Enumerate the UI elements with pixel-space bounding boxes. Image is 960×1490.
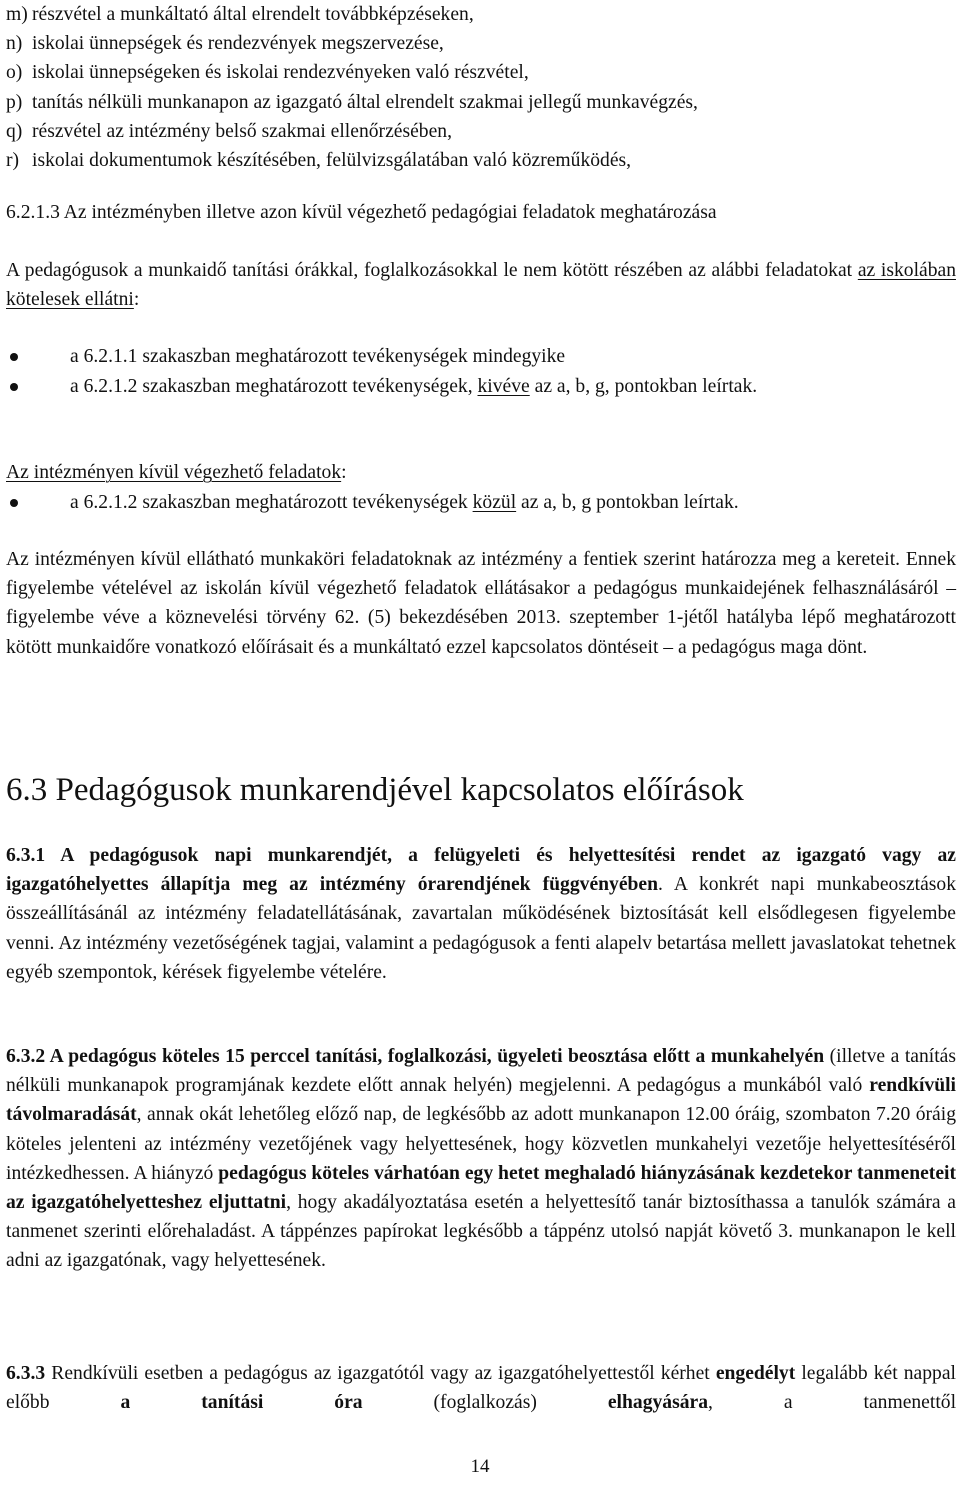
page-number: 14 [470,1456,490,1477]
list-marker: n) [6,33,23,55]
list-marker: o) [6,62,23,84]
outside-heading-underlined: Az intézményen kívül végezhető feladatok [6,462,342,483]
list-marker: p) [6,91,23,113]
paragraph-633 [6,1359,956,1417]
paragraph-633-text: legalább két nappal előbb [6,1363,956,1414]
paragraph-631-bold: 6.3.1 A pedagógusok napi munkarendjét, a felügyeleti és helyettesítési rendet az igazgató vagy az igazgatóhelyettes állapítja meg az intézmény órarendjének függvényében [6,845,956,896]
paragraph-632-text: , annak okát lehetőleg előző nap, de legkésőbb az adott munkanapon 12.00 óráig, szombaton 7.20 óráig köteles jelenteni az intézmény vezetőjének vagy helyettesének, hogy közvetlen munkahelyi vezetője helyettesítéséről intézkedhessen. A hiányzó [6,1104,956,1184]
bullet-text-part: az a, b, g pontokban leírtak. [516,492,739,513]
list-text: iskolai ünnepségek és rendezvények megszervezése, [32,33,444,55]
paragraph-633-bold: elhagyására [607,1392,708,1414]
paragraph-632-bold: rendkívüli távolmaradását [6,1075,956,1126]
paragraph-633-bold: a tanítási óra [120,1392,363,1414]
list-item [6,88,698,117]
bullet-text-part: az a, b, g, pontokban leírtak. [529,376,758,397]
paragraph-632 [6,1042,956,1276]
paragraph-632-bold: 6.3.2 A pedagógus köteles 15 perccel tanítási, foglalkozási, ügyeleti beosztása előtt a munkahelyén [6,1046,825,1067]
paragraph-633-bold: engedélyt [715,1363,796,1384]
list-text: részvétel az intézmény belső szakmai ellenőrzésében, [32,120,452,142]
list-item [6,146,698,175]
list-item [6,117,698,146]
bullet-icon [6,342,70,371]
bullet-underlined: kivéve [477,376,530,397]
list-text: iskolai dokumentumok készítésében, felülvizsgálatában való közreműködés, [32,150,632,172]
paragraph-631-text: . A konkrét napi munkabeosztások összeállításánál az intézmény feladatellátásának, zavartalan működésének biztosítását kell elsődlegesen figyelembe venni. Az intézmény vezetőségének tagjai, valamint a pedagógusok a fenti alapelv betartása mellett javaslatokat tehetnek egyéb szempontok, kérések figyelembe vételére. [6,874,956,983]
task-list [6,0,698,175]
list-item [6,58,698,87]
bullet-item [6,342,956,371]
bullet-text-part: a 6.2.1.2 szakaszban meghatározott tevékenységek, [70,376,478,397]
paragraph-633-bold: 6.3.3 [6,1363,46,1384]
paragraph-633-text: Rendkívüli esetben a pedagógus az igazgatótól vagy az igazgatóhelyettestől kérhet [45,1363,716,1384]
list-marker: q) [6,120,23,142]
bullet-icon [6,488,70,517]
bullet-item [6,372,956,401]
bullet-text-part: a 6.2.1.2 szakaszban meghatározott tevékenységek [70,492,473,513]
bullet-underlined: közül [472,492,517,513]
outside-tasks-heading [6,458,347,487]
list-text: részvétel a munkáltató által elrendelt továbbképzéseken, [32,4,474,25]
paragraph-633-text: (foglalkozás) [362,1392,608,1414]
bullet-icon [6,372,70,401]
list-item [6,29,698,58]
intro-paragraph [6,256,956,314]
paragraph-632-bold: pedagógus köteles várhatóan egy hetet meghaladó hiányzásának kezdetekor tanmeneteit az igazgatóhelyetteshez eljuttatni [6,1162,956,1214]
intro-text: A pedagógusok a munkaidő tanítási órákkal, foglalkozásokkal le nem kötött részében az alábbi feladatokat [6,260,858,281]
section-heading-63: 6.3 Pedagógusok munkarendjével kapcsolatos előírások [6,772,744,808]
paragraph-632-text: , hogy akadályoztatása esetén a helyettesítő tanár biztosíthassa a tanulók számára a tanmenet szerinti előrehaladást. A táppénzes papírokat legkésőbb a táppénz utolsó napját követő 3. munkanapon le kell adni az igazgatónak, vagy helyettesének. [6,1192,956,1272]
paragraph-633-text: , a tanmenettől [708,1392,957,1414]
list-marker: m) [6,4,28,25]
paragraph-632-text: (illetve a tanítás nélküli munkanapok programjának kezdete előtt annak helyén) megjelenni. A pedagógus a munkából való [6,1046,956,1097]
bullet-text: a 6.2.1.1 szakaszban meghatározott tevékenységek mindegyike [70,346,566,367]
intro-underlined: az iskolában kötelesek ellátni [6,260,956,311]
bullet-text [70,488,956,517]
bullet-text [70,372,956,401]
intro-end: : [133,289,140,311]
paragraph-631 [6,841,956,987]
subsection-heading-6213: 6.2.1.3 Az intézményben illetve azon kívül végezhető pedagógiai feladatok meghatározása [6,202,717,223]
outside-paragraph: Az intézményen kívül ellátható munkaköri feladatoknak az intézmény a fentiek szerint határozza meg a kereteit. Ennek figyelembe vételével az iskolán kívül végezhető feladatok ellátásakor a pedagógus munkaidejének felhasználásáról – figyelembe véve a köznevelési törvény 62. (5) bekezdésében 2013. szeptember 1-jétől hatályba lépő meghatározott kötött munkaidőre vonatkozó előírásait és a munkáltató ezzel kapcsolatos döntéseit – a pedagógus maga dönt. [6,549,956,658]
outside-heading-end: : [341,462,347,483]
list-item [6,0,698,29]
list-text: tanítás nélküli munkanapon az igazgató által elrendelt szakmai jellegű munkavégzés, [32,91,698,113]
bullet-item [6,488,956,517]
list-marker: r) [6,150,20,172]
list-text: iskolai ünnepségeken és iskolai rendezvényeken való részvétel, [32,62,529,84]
